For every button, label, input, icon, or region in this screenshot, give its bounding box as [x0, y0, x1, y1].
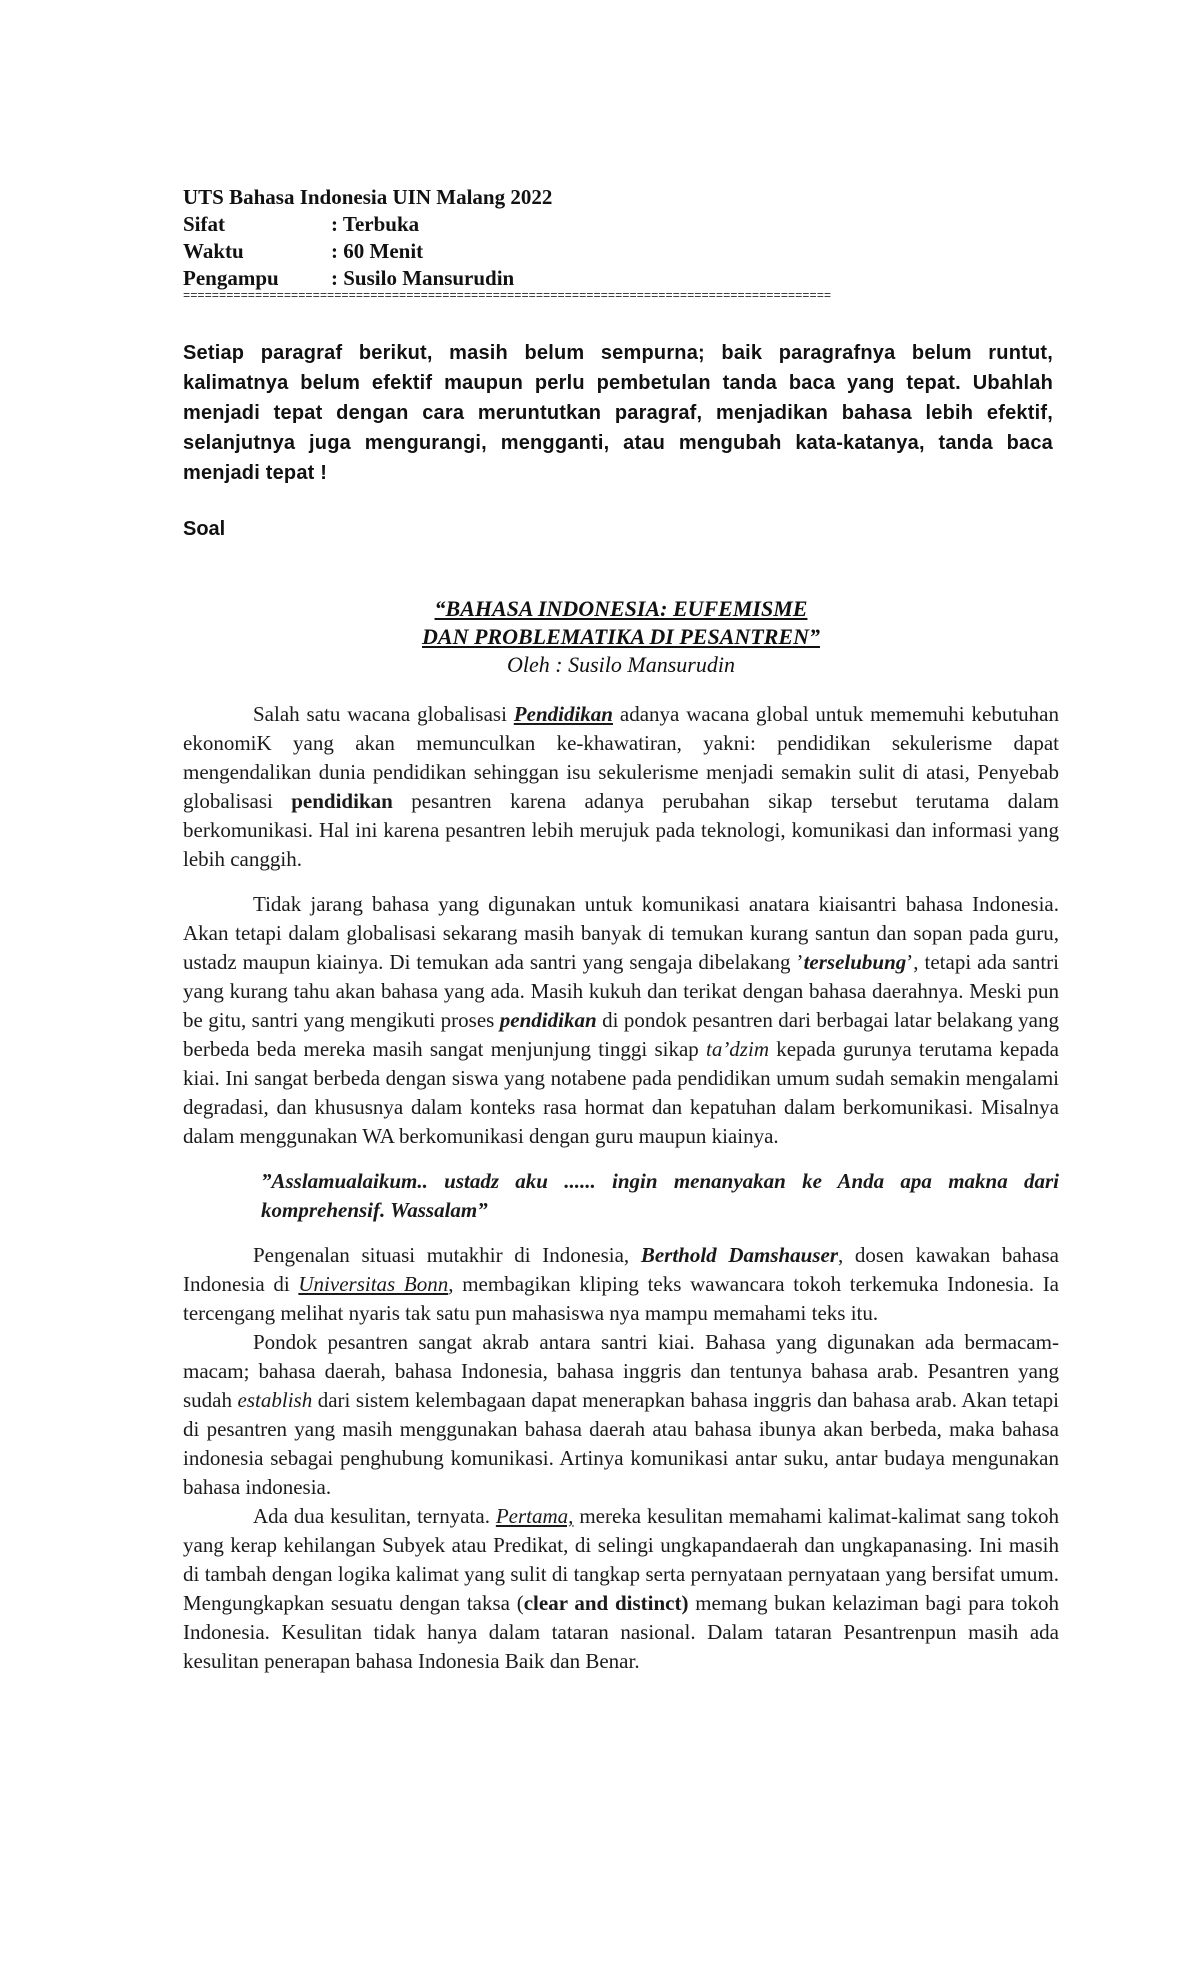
text-run: memang bukan kelaziman bagi para tokoh Indonesia. Kesulitan tidak hanya dalam tataran nasional. Dalam tataran Pesantrenpun masih ada kesulitan penerapan bahasa Indonesia Baik dan Benar. — [183, 1591, 1059, 1673]
text-run: Ada dua kesulitan, ternyata. — [253, 1504, 496, 1528]
emphasis-pendidikan: Pendidikan — [513, 702, 613, 726]
emphasis-pertama: Pertama, — [495, 1504, 574, 1528]
instructions-paragraph: Setiap paragraf berikut, masih belum sempurna; baik paragrafnya belum runtut, kalimatnya belum efektif maupun perlu pembetulan tanda baca yang tepat. Ubahlah menjadi tepat dengan cara meruntutkan paragraf, menjadikan bahasa lebih efektif, selanjutnya juga mengurangi, mengganti, atau mengubah kata-katanya, tanda baca menjadi tepat ! — [183, 342, 1053, 484]
header-value: : 60 Menit — [331, 239, 424, 263]
header-label: Sifat — [183, 212, 225, 236]
article-author: Oleh : Susilo Mansurudin — [507, 652, 735, 677]
text-run: ’, tetapi ada santri yang kurang tahu akan bahasa yang ada. Masih kukuh dan terikat dengan bahasa daerahnya. Meski pun be gitu, santri yang mengikuti proses — [183, 950, 1060, 1032]
text-run: pesantren karena adanya perubahan sikap tersebut terutama dalam berkomunikasi. Hal ini karena pesantren lebih merujuk pada teknologi, komunikasi dan informasi yang lebih canggih. — [183, 789, 1059, 871]
header-row-sifat — [183, 211, 1063, 238]
paragraph-4 — [183, 1328, 1059, 1502]
quote-block: ”Asslamualaikum.. ustadz aku ...... ingin menanyakan ke Anda apa makna dari komprehensif. Wassalam” — [261, 1169, 1059, 1222]
exam-header — [183, 184, 1063, 292]
text-run: , membagikan kliping teks wawancara tokoh terkemuka Indonesia. Ia tercengang melihat nyaris tak satu pun mahasiswa nya mampu memahami teks itu. — [183, 1272, 1060, 1325]
paragraph-3 — [183, 1241, 1059, 1328]
emphasis-establish: establish — [237, 1388, 313, 1412]
soal-label: Soal — [183, 518, 226, 540]
article-title-line-2: DAN PROBLEMATIKA DI PESANTREN” — [422, 624, 820, 649]
paragraph-1 — [183, 700, 1059, 874]
emphasis-pendidikan: pendidikan — [499, 1008, 597, 1032]
header-label: Waktu — [183, 239, 244, 263]
text-run: Pengenalan situasi mutakhir di Indonesia, — [253, 1243, 641, 1267]
header-value: : Susilo Mansurudin — [331, 266, 515, 290]
header-row-pengampu — [183, 265, 1063, 292]
separator-line: ========================================================================================== — [183, 290, 832, 302]
emphasis-clear-distinct: clear and distinct) — [523, 1591, 689, 1615]
text-run: di pondok pesantren dari berbagai latar belakang yang berbeda beda mereka masih sangat menjunjung tinggi sikap — [183, 1008, 1059, 1061]
emphasis-tadzim: ta’dzim — [705, 1037, 769, 1061]
text-run: Pondok pesantren sangat akrab antara santri kiai. Bahasa yang digunakan ada bermacam- macam; bahasa daerah, bahasa Indonesia, bahasa inggris dan tentunya bahasa arab. Pesantren yang sudah — [183, 1330, 1059, 1412]
header-label: Pengampu — [183, 266, 279, 290]
text-run: kepada gurunya terutama kepada kiai. Ini sangat berbeda dengan siswa yang notabene pada pendidikan umum sudah semakin mengalami degradasi, dan khususnya dalam konteks rasa hormat dan kepatuhan dalam berkomunikasi. Misalnya dalam menggunakan WA berkomunikasi dengan guru maupun kiainya. — [183, 1037, 1059, 1148]
exam-title: UTS Bahasa Indonesia UIN Malang 2022 — [183, 185, 553, 209]
text-run: , dosen kawakan bahasa Indonesia di — [183, 1243, 1059, 1296]
emphasis-pendidikan: pendidikan — [291, 789, 393, 813]
text-run: dari sistem kelembagaan dapat menerapkan bahasa inggris dan bahasa arab. Akan tetapi di pesantren yang masih menggunakan bahasa daerah atau bahasa ibunya akan berbeda, maka bahasa indonesia sebagai penghubung komunikasi. Artinya komunikasi antar suku, antar budaya mengunakan bahasa indonesia. — [183, 1388, 1059, 1499]
article-title-line-1: “BAHASA INDONESIA: EUFEMISME — [434, 596, 808, 621]
text-run: Tidak jarang bahasa yang digunakan untuk komunikasi anatara kiaisantri bahasa Indonesia. Akan tetapi dalam globalisasi sekarang masih banyak di temukan kurang santun dan sopan pada guru, ustadz maupun kiainya. Di temukan ada santri yang sengaja dibelakang ’ — [183, 892, 1059, 974]
paragraph-2 — [183, 890, 1059, 1151]
header-row-waktu — [183, 238, 1063, 265]
emphasis-university: Universitas Bonn — [298, 1272, 449, 1296]
text-run: Salah satu wacana globalisasi — [253, 702, 514, 726]
text-run: mereka kesulitan memahami kalimat-kalimat sang tokoh yang kerap kehilangan Subyek atau Predikat, di selingi ungkapandaerah dan ungkapanasing. Ini masih di tambah dengan logika kalimat yang sulit di tangkap serta pernyataan pernyataan yang bersifat umum. Mengungkapkan sesuatu dengan taksa ( — [183, 1504, 1059, 1615]
emphasis-name: Berthold Damshauser — [640, 1243, 839, 1267]
paragraph-5 — [183, 1502, 1059, 1676]
emphasis-terselubung: terselubung — [803, 950, 907, 974]
article-title-block — [183, 595, 1059, 679]
text-run: adanya wacana global untuk mememuhi kebutuhan ekonomiK yang akan memunculkan ke-khawatiran, yakni: pendidikan sekulerisme dapat mengendalikan dunia pendidikan sehinggan isu sekulerisme menjadi semakin sulit di atasi, Penyebab globalisasi — [183, 702, 1059, 813]
header-value: : Terbuka — [331, 212, 420, 236]
article-body — [183, 700, 1059, 1676]
